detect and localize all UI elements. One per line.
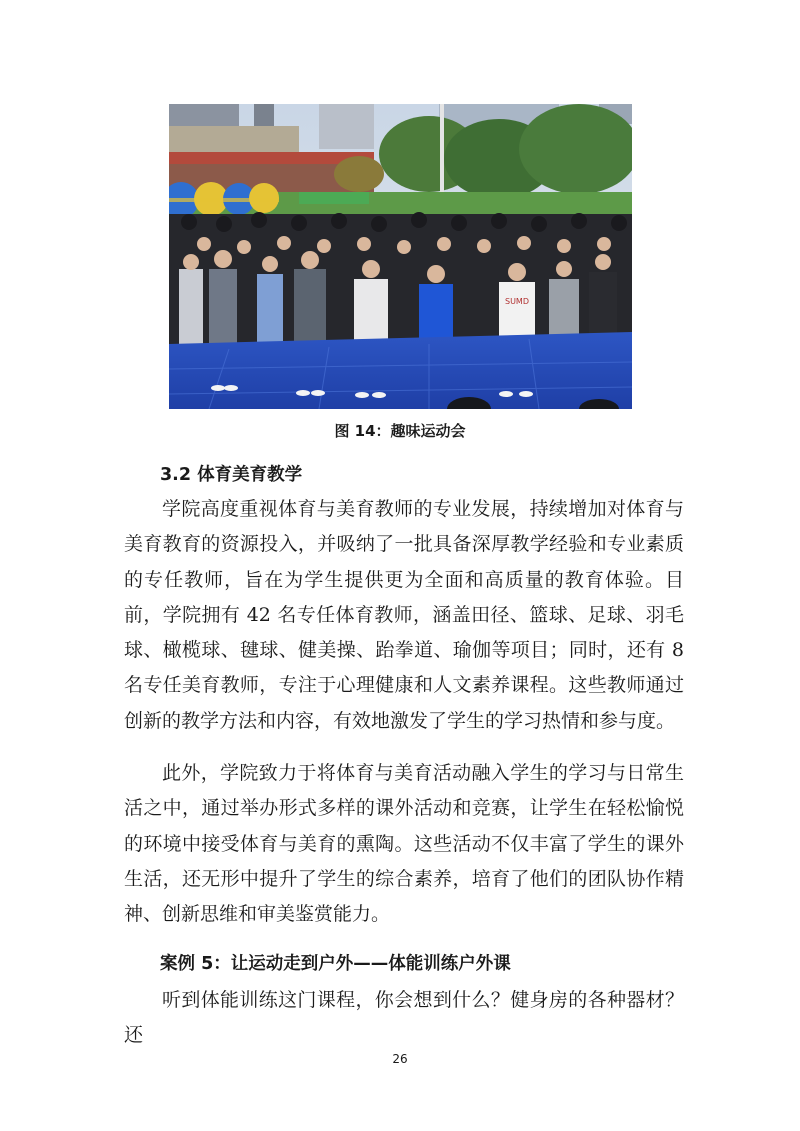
shirt-print: SUMD [505,297,529,306]
figure-caption: 图 14：趣味运动会 [334,422,466,440]
event-photo [169,104,632,409]
case-paragraph: 听到体能训练这门课程，你会想到什么？健身房的各种器材？还 [124,989,684,1047]
page-number: 26 [392,1052,408,1066]
section-heading: 3.2 体育美育教学 [160,465,303,485]
section-paragraph-2: 此外，学院致力于将体育与美育活动融入学生的学习与日常生活之中，通过举办形式多样的课外活动和竞赛，让学生在轻松愉悦的环境中接受体育与美育的熏陶。这些活动不仅丰富了学生的课外生活，还无形中提升了学生的综合素养，培育了他们的团队协作精神、创新思维和审美鉴赏能力。 [124,762,684,926]
case-heading: 案例 5：让运动走到户外——体能训练户外课 [160,954,511,974]
section-paragraph-1: 学院高度重视体育与美育教师的专业发展，持续增加对体育与美育教育的资源投入，并吸纳了一批具备深厚教学经验和专业素质的专任教师，旨在为学生提供更为全面和高质量的教育体验。目前，学院拥有 42 名专任体育教师，涵盖田径、篮球、足球、羽毛球、橄榄球、毽球、健美操、跆拳道、瑜伽等项目；同时，还有 8 名专任美育教师，专注于心理健康和人文素养课程。这些教师通过创新的教学方法和内容，有效地激发了学生的学习热情和参与度。 [124,498,684,732]
